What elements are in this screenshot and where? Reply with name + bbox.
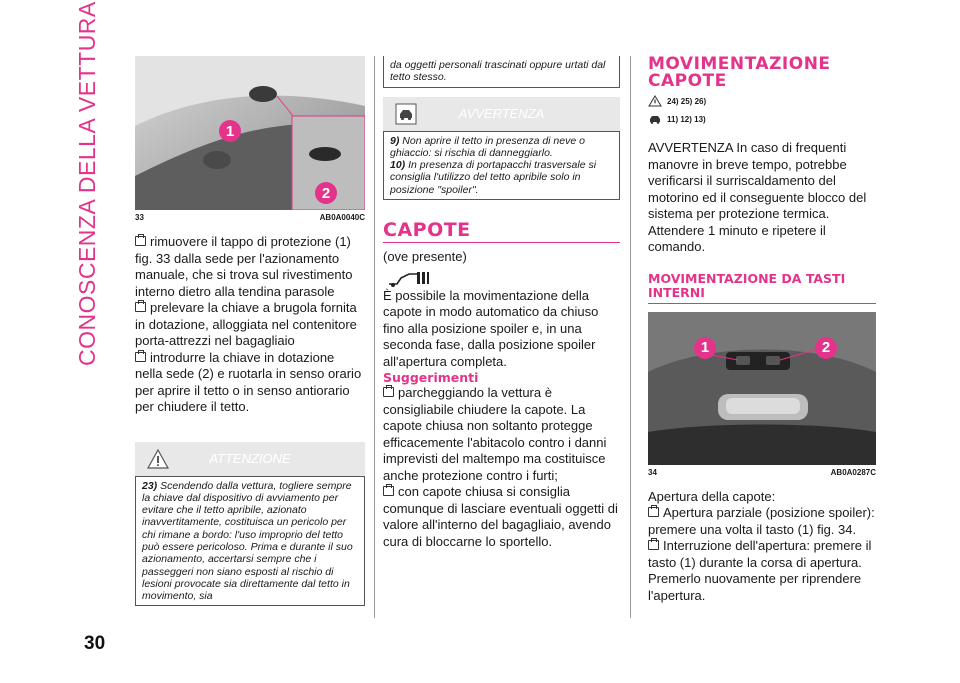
roof-console-illustration (648, 312, 876, 465)
warning-heading: AVVERTENZA (458, 106, 545, 122)
column-divider (630, 56, 631, 618)
page-number: 30 (84, 633, 106, 654)
bullet-item: Interruzione dell'apertura: premere il tasto (1) durante la corsa di apertura. Premerlo nuovamente per riprendere l'apertura. (648, 538, 872, 603)
checkbox-bullet-icon (648, 507, 659, 517)
capote-intro: È possibile la movimentazione della capote in modo automatico da chiuso fino alla posizione spoiler e, in una seconda fase, dalla posizione spoiler all'apertura completa. (383, 287, 599, 369)
warning-refs: 24) 25) 26) (648, 94, 876, 108)
attention-header (135, 442, 365, 476)
bullet-item: Apertura parziale (posizione spoiler): premere una volta il tasto (1) fig. 34. (648, 505, 875, 537)
attention-heading: ATTENZIONE (209, 451, 291, 466)
bullet-item: rimuovere il tappo di protezione (1) fig. 33 dalla sede per l'azionamento manuale, che si trova sul rivestimento interno dietro alla tendina parasole (135, 234, 353, 299)
bullet-item: prelevare la chiave a brugola fornita in dotazione, alloggiata nel contenitore porta-attrezzi nel bagagliaio (135, 300, 357, 348)
figure-34 (648, 312, 876, 465)
bullet-item: parcheggiando la vettura è consigliabile chiudere la capote. La capote chiusa non soltanto protegge efficacemente l'abitacolo contro i danni imprevisti del maltempo ma costituisce anche protezione contro i furti; (383, 385, 607, 483)
bullet-item: introdurre la chiave in dotazione nella sede (2) e ruotarla in senso orario per aprire il tetto o in senso antiorario per chiudere il tetto. (135, 349, 362, 414)
column-2 (383, 56, 620, 550)
section-title: MOVIMENTAZIONE CAPOTE (648, 54, 831, 91)
warning-box (383, 131, 620, 200)
figure-code: AB0A0287C (830, 467, 876, 477)
checkbox-bullet-icon (135, 302, 146, 312)
warning-header (383, 97, 620, 131)
tips-heading: Suggerimenti (383, 370, 479, 386)
caution-refs: 11) 12) 13) (648, 112, 876, 126)
callout-1: 1 (219, 120, 241, 142)
figure-code: AB0A0040C (319, 213, 365, 222)
checkbox-bullet-icon (383, 387, 394, 397)
attention-ref: 23) (142, 479, 158, 492)
warning-item: 10) In presenza di portapacchi trasversale si consiglia l'utilizzo del tetto apribile solo in posizione "spoiler". (390, 159, 597, 196)
continued-text: da oggetti personali trascinati oppure urtati dal tetto stesso. (390, 59, 606, 84)
figure-caption (135, 213, 365, 222)
opening-lead: Apertura della capote: (648, 488, 776, 504)
car-warning-icon (395, 103, 417, 125)
figure-number: 34 (648, 467, 657, 477)
figure-number: 33 (135, 213, 144, 222)
callout-2: 2 (815, 337, 837, 359)
column-divider (374, 56, 375, 618)
bullet-item: con capote chiusa si consiglia comunque di lasciare eventuali oggetti di valore all'interno del bagagliaio, avendo cura di bloccarne lo sportello. (383, 484, 618, 549)
figure-caption (648, 468, 876, 477)
warning-item: 9) Non aprire il tetto in presenza di neve o ghiaccio: si rischia di danneggiarlo. (390, 134, 585, 159)
warning-triangle-icon (648, 95, 662, 107)
overheat-note: AVVERTENZA In caso di frequenti manovre in breve tempo, potrebbe verificarsi il surriscaldamento del motorino ed il conseguente blocco del sistema per protezione termica. Attendere 1 minuto e ripetere il comando. (648, 140, 867, 254)
subsection-title: MOVIMENTAZIONE DA TASTI INTERNI (648, 270, 846, 300)
warning-triangle-icon (147, 448, 169, 470)
callout-1: 1 (694, 337, 716, 359)
column-1 (135, 56, 365, 606)
checkbox-bullet-icon (135, 236, 146, 246)
continued-warning (383, 56, 620, 88)
car-warning-icon (648, 113, 662, 125)
chapter-title: CONOSCENZA DELLA VETTURA (74, 1, 100, 366)
figure-33 (135, 56, 365, 210)
checkbox-bullet-icon (135, 352, 146, 362)
checkbox-bullet-icon (383, 486, 394, 496)
column-3 (648, 56, 876, 604)
convertible-top-icon (387, 268, 431, 288)
availability-note: (ove presente) (383, 249, 467, 265)
attention-box (135, 476, 365, 607)
checkbox-bullet-icon (648, 540, 659, 550)
section-title: CAPOTE (383, 219, 471, 242)
attention-text: Scendendo dalla vettura, togliere sempre la chiave dal dispositivo di avviamento per evitare che il tetto apribile, azionato inavvertitamente, costituisca un pericolo per chi rimane a bordo: l'uso improprio del tetto può essere pericoloso. Prima e durante il suo azionamento, accertarsi sempre che i passeggeri non siano esposti al rischio di lesioni provocate sia direttamente dal tetto in movimento, sia (142, 479, 353, 603)
callout-2: 2 (315, 182, 337, 204)
